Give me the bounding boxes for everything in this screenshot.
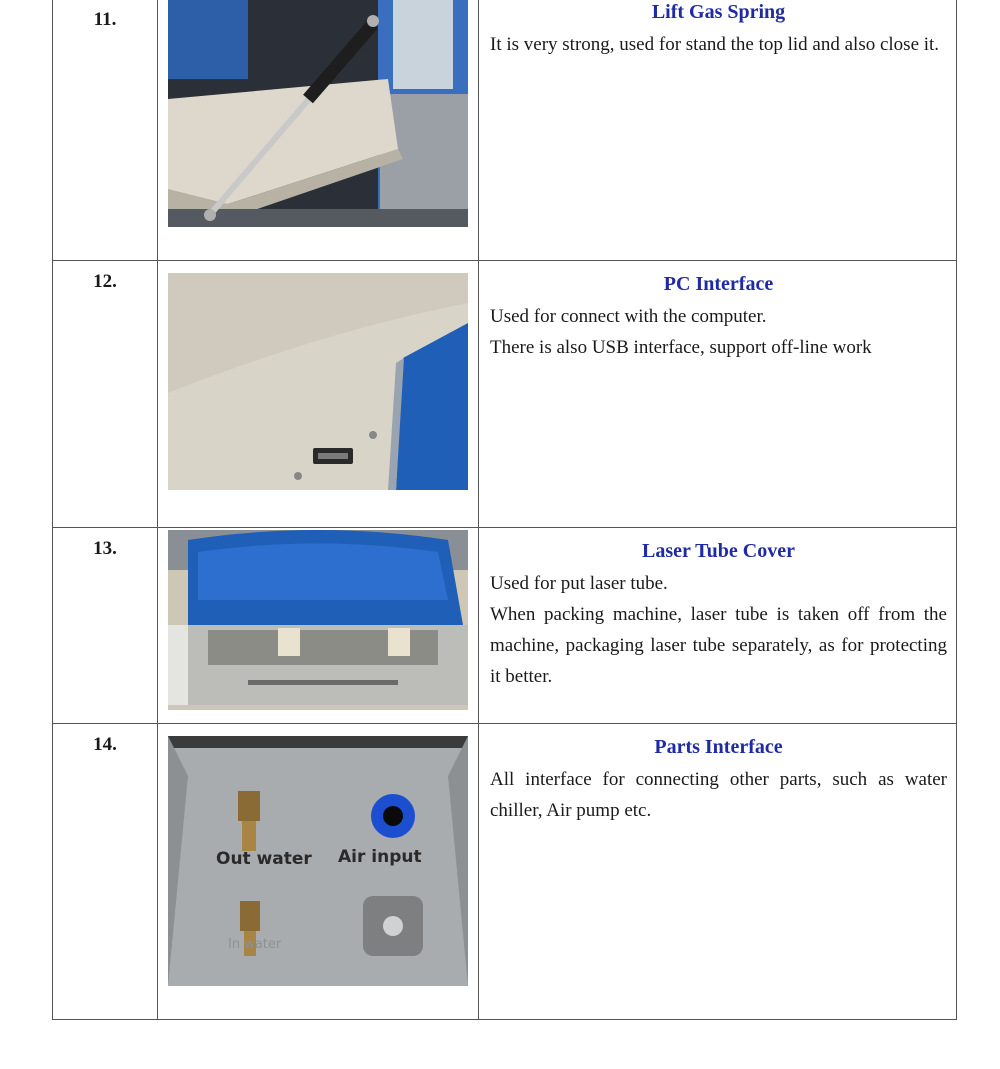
photo-label: Out water bbox=[216, 849, 312, 869]
lift-gas-spring-photo bbox=[168, 0, 468, 227]
item-number: 13. bbox=[53, 528, 158, 724]
table-row bbox=[53, 528, 957, 724]
parts-interface-photo bbox=[168, 736, 468, 986]
part-description bbox=[490, 764, 947, 826]
table-row bbox=[53, 261, 957, 528]
description-line: It is very strong, used for stand the top lid and also close it. bbox=[490, 34, 940, 55]
photo-label: In water bbox=[228, 937, 282, 952]
part-title: Lift Gas Spring bbox=[651, 1, 786, 23]
part-title: Parts Interface bbox=[654, 736, 783, 758]
item-number: 14. bbox=[53, 724, 158, 1020]
item-number: 12. bbox=[53, 261, 158, 528]
description-line: All interface for connecting other parts, such as water chiller, Air pump etc. bbox=[490, 769, 947, 821]
part-description bbox=[490, 568, 947, 692]
parts-table bbox=[52, 0, 957, 1020]
item-number: 11. bbox=[53, 0, 158, 261]
photo-label: Air input bbox=[338, 847, 422, 867]
pc-interface-photo bbox=[168, 273, 468, 490]
part-description bbox=[490, 301, 947, 363]
description-line: Used for connect with the computer. bbox=[490, 306, 767, 327]
table-row bbox=[53, 724, 957, 1020]
laser-tube-cover-photo bbox=[168, 530, 468, 710]
description-line: When packing machine, laser tube is taken off from the machine, packaging laser tube separately, as for protecting it better. bbox=[490, 604, 947, 687]
description-line: Used for put laser tube. bbox=[490, 573, 668, 594]
table-row bbox=[53, 0, 957, 261]
part-title: PC Interface bbox=[663, 273, 774, 295]
description-line: There is also USB interface, support off-line work bbox=[490, 337, 872, 358]
part-description bbox=[490, 29, 947, 60]
part-title: Laser Tube Cover bbox=[642, 540, 795, 562]
